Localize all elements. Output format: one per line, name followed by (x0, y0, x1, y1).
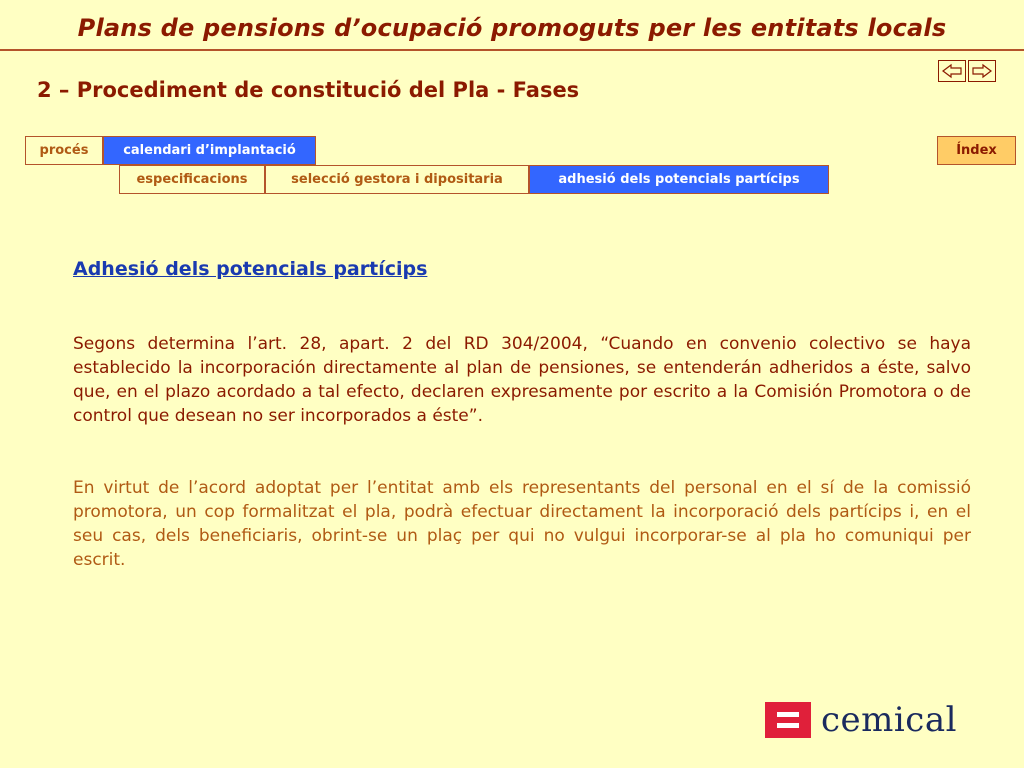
logo-mark-icon (765, 702, 811, 738)
cemical-logo (765, 700, 957, 740)
tab-calendari-implantacio[interactable]: calendari d’implantació (103, 136, 316, 165)
content-heading: Adhesió dels potencials partícips (73, 258, 428, 280)
tab-especificacions[interactable]: especificacions (119, 165, 265, 194)
tab-proces[interactable]: procés (25, 136, 103, 165)
tab-seleccio-gestora[interactable]: selecció gestora i dipositaria (265, 165, 529, 194)
paragraph-agreement: En virtut de l’acord adoptat per l’entitat amb els representants del personal en el sí de la comissió promotora, un cop formalitzat el pla, podrà efectuar directament la incorporació dels partícips i, en el seu cas, dels beneficiaris, obrint-se un plaç per qui no vulgui incorporar-se al pla ho comuniqui per escrit. (73, 478, 971, 570)
right-arrow-icon (971, 63, 993, 79)
section-subtitle: 2 – Procediment de constitució del Pla - Fases (37, 78, 580, 102)
logo-text: cemical (821, 700, 957, 740)
paragraph-legal-quote: Segons determina l’art. 28, apart. 2 del RD 304/2004, “Cuando en convenio colectivo se haya establecido la incorporación directamente al plan de pensiones, se entenderán adheridos a éste, salvo que, en el plazo acordado a tal efecto, declaren expresamente por escrito a la Comisión Promotora o de control que desean no ser incorporados a éste”. (73, 334, 971, 426)
title-divider (0, 49, 1024, 51)
index-button[interactable]: Índex (937, 136, 1016, 165)
left-arrow-icon (941, 63, 963, 79)
nav-arrows (938, 60, 996, 84)
page-title: Plans de pensions d’ocupació promoguts per les entitats locals (77, 14, 947, 42)
prev-button[interactable] (938, 60, 966, 82)
tab-adhesio-particips[interactable]: adhesió dels potencials partícips (529, 165, 829, 194)
next-button[interactable] (968, 60, 996, 82)
